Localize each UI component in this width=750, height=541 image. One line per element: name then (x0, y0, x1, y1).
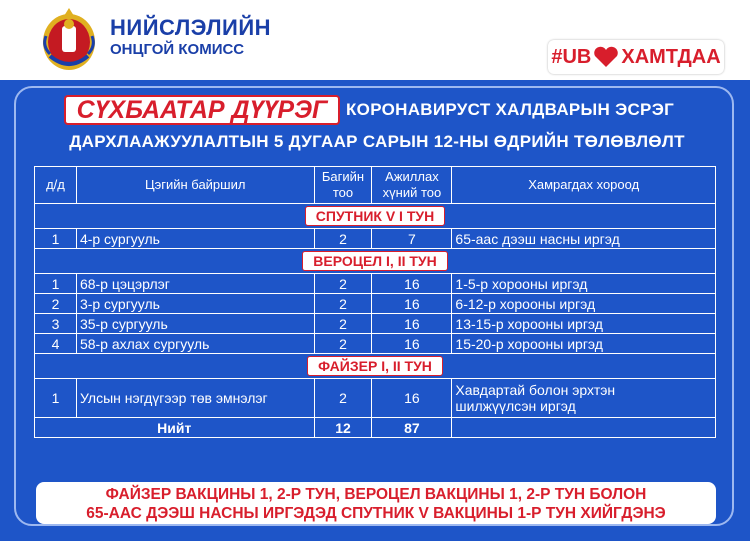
cell-staff: 7 (372, 229, 452, 249)
organization-name (110, 16, 271, 60)
cell-staff: 16 (372, 314, 452, 334)
total-staff: 87 (372, 418, 452, 438)
section-header-verocell (35, 249, 716, 274)
heart-icon (593, 46, 619, 68)
org-name-line1: НИЙСЛЭЛИЙН (110, 15, 272, 40)
cell-num: 1 (35, 229, 77, 249)
cell-location: 58-р ахлах сургууль (76, 334, 314, 354)
table-row (35, 334, 716, 354)
footer-line1: ФАЙЗЕР ВАКЦИНЫ 1, 2-Р ТУН, ВЕРОЦЕЛ ВАКЦИНЫ 1, 2-Р ТУН БОЛОН (105, 486, 647, 503)
total-label: Нийт (35, 418, 315, 438)
cell-staff: 16 (372, 334, 452, 354)
table-row (35, 274, 716, 294)
title-line1-rest: КОРОНАВИРУСТ ХАЛДВАРЫН ЭСРЭГ (346, 100, 675, 119)
total-row (35, 418, 716, 438)
cell-teams: 2 (314, 229, 372, 249)
section-title: СПУТНИК V I ТУН (305, 206, 445, 226)
cell-staff: 16 (372, 294, 452, 314)
cell-location: 68-р цэцэрлэг (76, 274, 314, 294)
footer-note (36, 482, 716, 524)
cell-teams: 2 (314, 274, 372, 294)
cell-teams: 2 (314, 294, 372, 314)
cell-covered: 6-12-р хорооны иргэд (452, 294, 716, 314)
header-staff: Ажиллах хүний тоо (372, 167, 452, 204)
cell-covered: 65-аас дээш насны иргэд (452, 229, 716, 249)
cell-num: 4 (35, 334, 77, 354)
table-header-row (35, 167, 716, 204)
section-title: ВЕРОЦЕЛ I, II ТУН (302, 251, 447, 271)
district-title: СҮХБААТАР ДҮҮРЭГ (64, 95, 340, 125)
ulaanbaatar-emblem-icon (38, 6, 100, 72)
total-teams: 12 (314, 418, 372, 438)
cell-location: 35-р сургууль (76, 314, 314, 334)
ub-together-badge (548, 40, 724, 74)
header-num: д/д (35, 167, 77, 204)
cell-location: 3-р сургууль (76, 294, 314, 314)
cell-num: 2 (35, 294, 77, 314)
section-header-pfizer (35, 354, 716, 379)
cell-location: Улсын нэгдүгээр төв эмнэлэг (76, 379, 314, 418)
cell-staff: 16 (372, 379, 452, 418)
ub-suffix: ХАМТДАА (621, 45, 721, 68)
cell-covered: 15-20-р хорооны иргэд (452, 334, 716, 354)
org-name-line2: ОНЦГОЙ КОМИСС (110, 41, 245, 58)
table-row (35, 229, 716, 249)
header (0, 0, 750, 80)
cell-teams: 2 (314, 379, 372, 418)
cell-teams: 2 (314, 314, 372, 334)
footer-line2: 65-ААС ДЭЭШ НАСНЫ ИРГЭДЭД СПУТНИК V ВАКЦИНЫ 1-Р ТУН ХИЙГДЭНЭ (86, 505, 666, 522)
cell-num: 1 (35, 379, 77, 418)
vaccination-plan-table (34, 166, 716, 438)
cell-teams: 2 (314, 334, 372, 354)
total-empty (452, 418, 716, 438)
table-row (35, 314, 716, 334)
cell-location: 4-р сургууль (76, 229, 314, 249)
cell-num: 1 (35, 274, 77, 294)
cell-covered: 13-15-р хорооны иргэд (452, 314, 716, 334)
cell-covered: 1-5-р хорооны иргэд (452, 274, 716, 294)
cell-num: 3 (35, 314, 77, 334)
section-header-sputnik (35, 204, 716, 229)
cell-staff: 16 (372, 274, 452, 294)
cell-covered: Хавдартай болон эрхтэн шилжүүлсэн иргэд (452, 379, 716, 418)
header-covered: Хамрагдах хороод (452, 167, 716, 204)
section-title: ФАЙЗЕР I, II ТУН (307, 356, 443, 376)
table-row (35, 294, 716, 314)
title-line2: ДАРХЛААЖУУЛАЛТЫН 5 ДУГААР САРЫН 12-НЫ ӨДРИЙН ТӨЛӨВЛӨЛТ (69, 132, 685, 151)
table-row (35, 379, 716, 418)
header-location: Цэгийн байршил (76, 167, 314, 204)
header-teams: Багийн тоо (314, 167, 372, 204)
ub-prefix: #UB (551, 45, 592, 68)
